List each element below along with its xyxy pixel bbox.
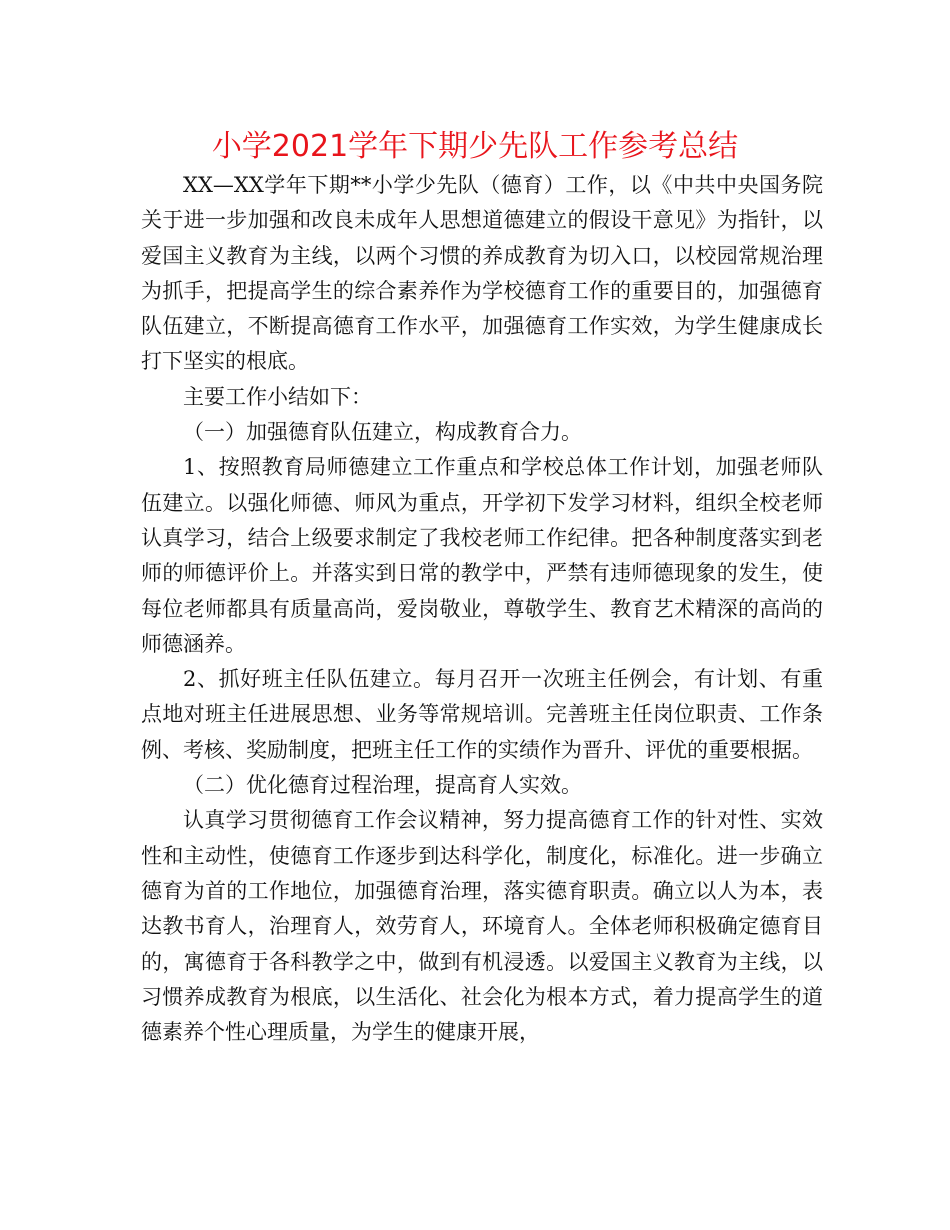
- section-heading-2: （二）优化德育过程治理，提高育人实效。: [183, 773, 582, 798]
- paragraph-intro: XX—XX学年下期**小学少先队（德育）工作，以《中共中央国务院关于进一步加强和改良未成年人思想道德建立的假设干意见》为指针，以爱国主义教育为主线，以两个习惯的养成教育为切入口，以校园常规治理为抓手，把提高学生的综合素养作为学校德育工作的重要目的，加强德育队伍建立，不断提高德育工作水平，加强德育工作实效，为学生健康成长打下坚实的根底。: [141, 173, 823, 374]
- paragraph-item-1: 1、按照教育局师德建立工作重点和学校总体工作计划，加强老师队伍建立。以强化师德、师风为重点，开学初下发学习材料，组织全校老师认真学习，结合上级要求制定了我校老师工作纪律。把各种制度落实到老师的师德评价上。并落实到日常的教学中，严禁有违师德现象的发生，使每位老师都具有质量高尚，爱岗敬业，尊敬学生、教育艺术精深的高尚的师德涵养。: [141, 455, 823, 656]
- paragraph-item-2: 2、抓好班主任队伍建立。每月召开一次班主任例会，有计划、有重点地对班主任进展思想、业务等常规培训。完善班主任岗位职责、工作条例、考核、奖励制度，把班主任工作的实绩作为晋升、评优的重要根据。: [141, 667, 823, 762]
- paragraph-section-2: 认真学习贯彻德育工作会议精神，努力提高德育工作的针对性、实效性和主动性，使德育工作逐步到达科学化，制度化，标准化。进一步确立德育为首的工作地位，加强德育治理，落实德育职责。确立以人为本，表达教书育人，治理育人，效劳育人，环境育人。全体老师积极确定德育目的，寓德育于各科教学之中，做到有机浸透。以爱国主义教育为主线，以习惯养成教育为根底，以生活化、社会化为根本方式，着力提高学生的道德素养个性心理质量，为学生的健康开展，: [141, 808, 823, 1045]
- paragraph-summary-lead: 主要工作小结如下：: [183, 384, 372, 409]
- document-title: 小学2021学年下期少先队工作参考总结: [211, 129, 739, 164]
- document-body: [141, 168, 823, 1050]
- section-heading-1: （一）加强德育队伍建立，构成教育合力。: [183, 420, 582, 445]
